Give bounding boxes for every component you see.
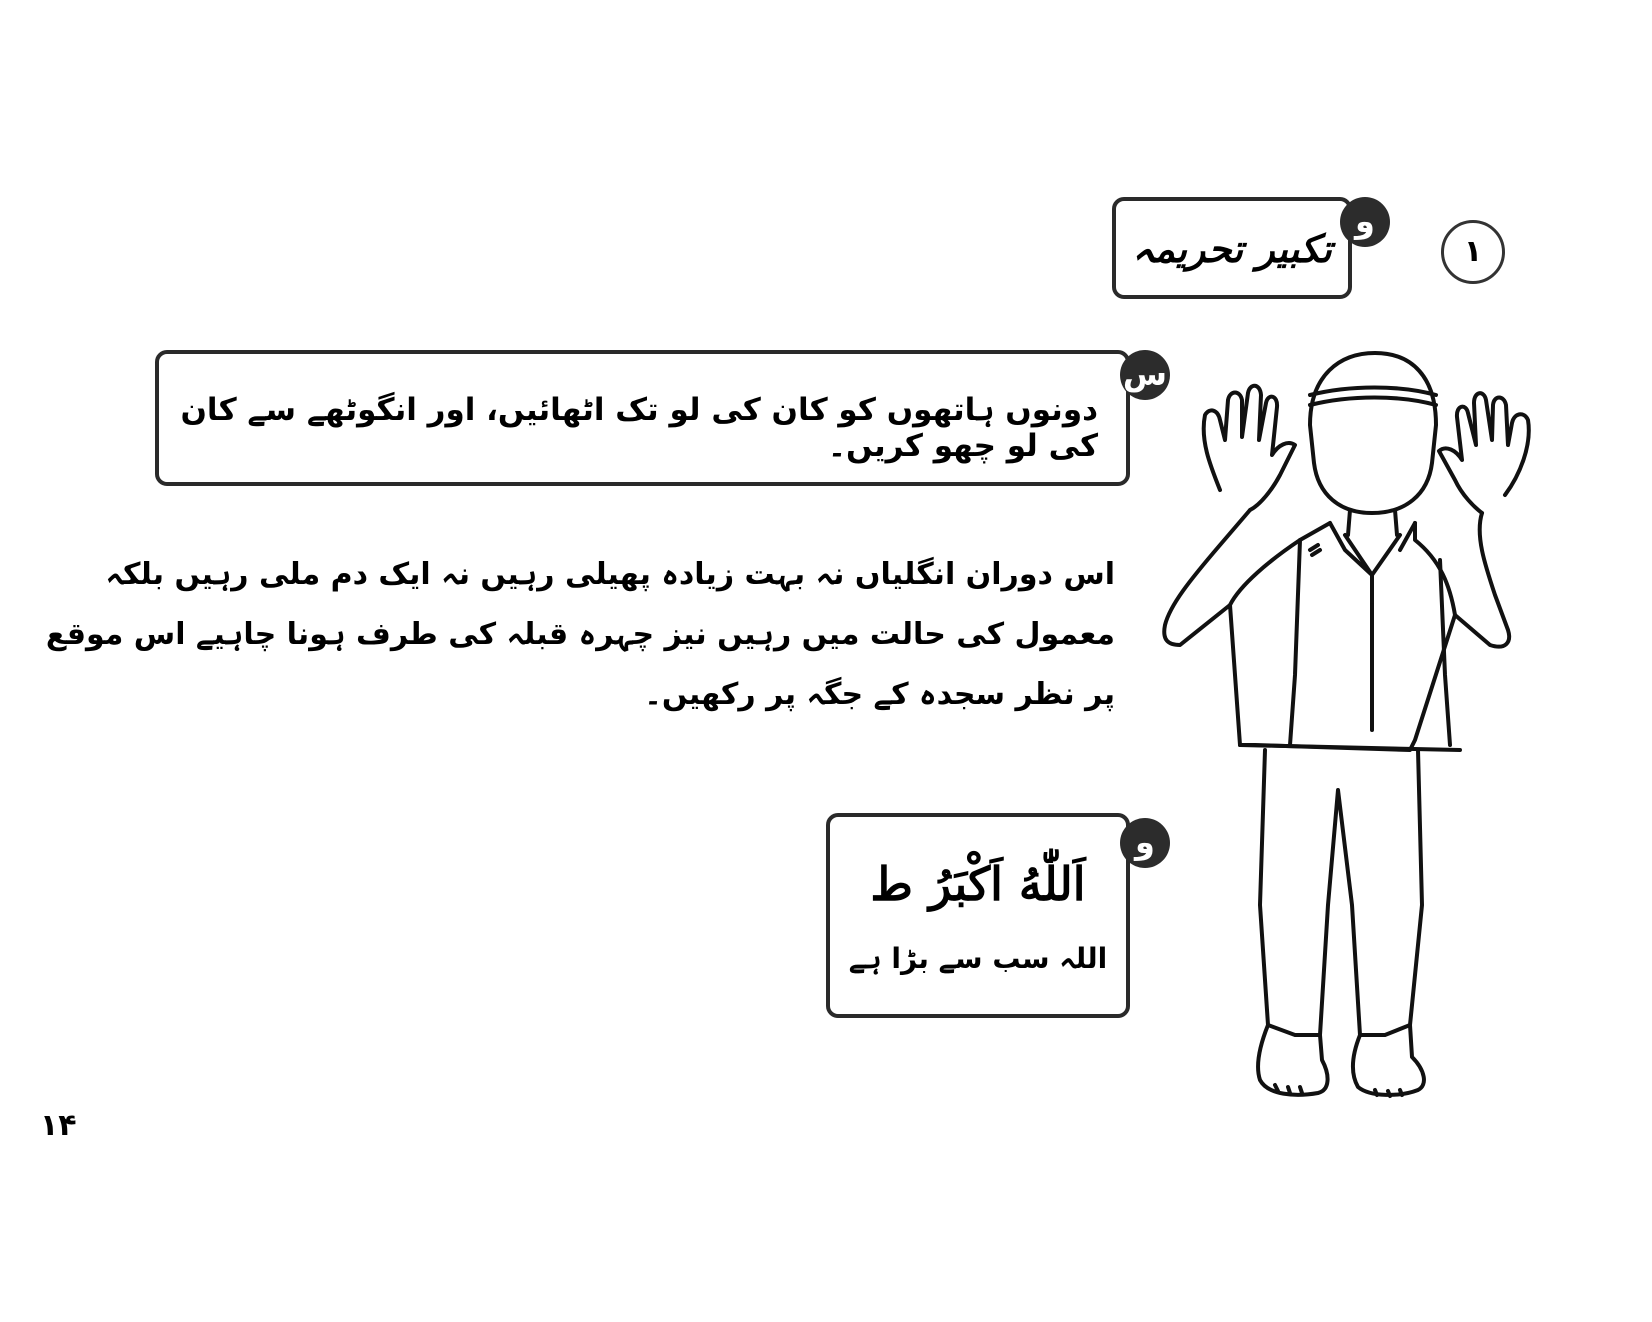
- figure-head: [1310, 353, 1436, 513]
- page-title: تکبیر تحریمہ: [1132, 227, 1332, 271]
- takbir-badge: و: [1120, 818, 1170, 868]
- title-badge: و: [1340, 197, 1390, 247]
- title-box: [1112, 197, 1352, 299]
- figure-trousers: [1260, 750, 1422, 1035]
- figure-right-hand: [1439, 393, 1529, 513]
- takbir-translation: اللہ سب سے بڑا ہے: [848, 942, 1108, 975]
- question-text: دونوں ہاتھوں کو کان کی لو تک اٹھائیں، اور انگوٹھے سے کان کی لو چھو کریں۔: [180, 392, 1098, 464]
- figure-left-hand: [1204, 386, 1295, 510]
- standing-figure-illustration: [1160, 345, 1570, 1135]
- takbir-box: [826, 813, 1130, 1018]
- figure-cap: [1310, 388, 1436, 406]
- figure-torso: [1164, 510, 1509, 750]
- takbir-arabic-text: اَللّٰهُ اَكْبَرُ ط: [870, 857, 1086, 911]
- question-box: [155, 350, 1130, 486]
- question-badge: س: [1120, 350, 1170, 400]
- page-number: ۱۴: [40, 1108, 77, 1143]
- step-number: ۱: [1441, 220, 1505, 284]
- body-paragraph: اس دوران انگلیاں نہ بہت زیادہ پھیلی رہیں نہ ایک دم ملی رہیں بلکہ معمول کی حالت میں رہیں نیز چہرہ قبلہ کی طرف ہونا چاہیے اس موقع پر نظر سجدہ کے جگہ پر رکھیں۔: [45, 557, 1115, 712]
- figure-collar: [1330, 523, 1415, 605]
